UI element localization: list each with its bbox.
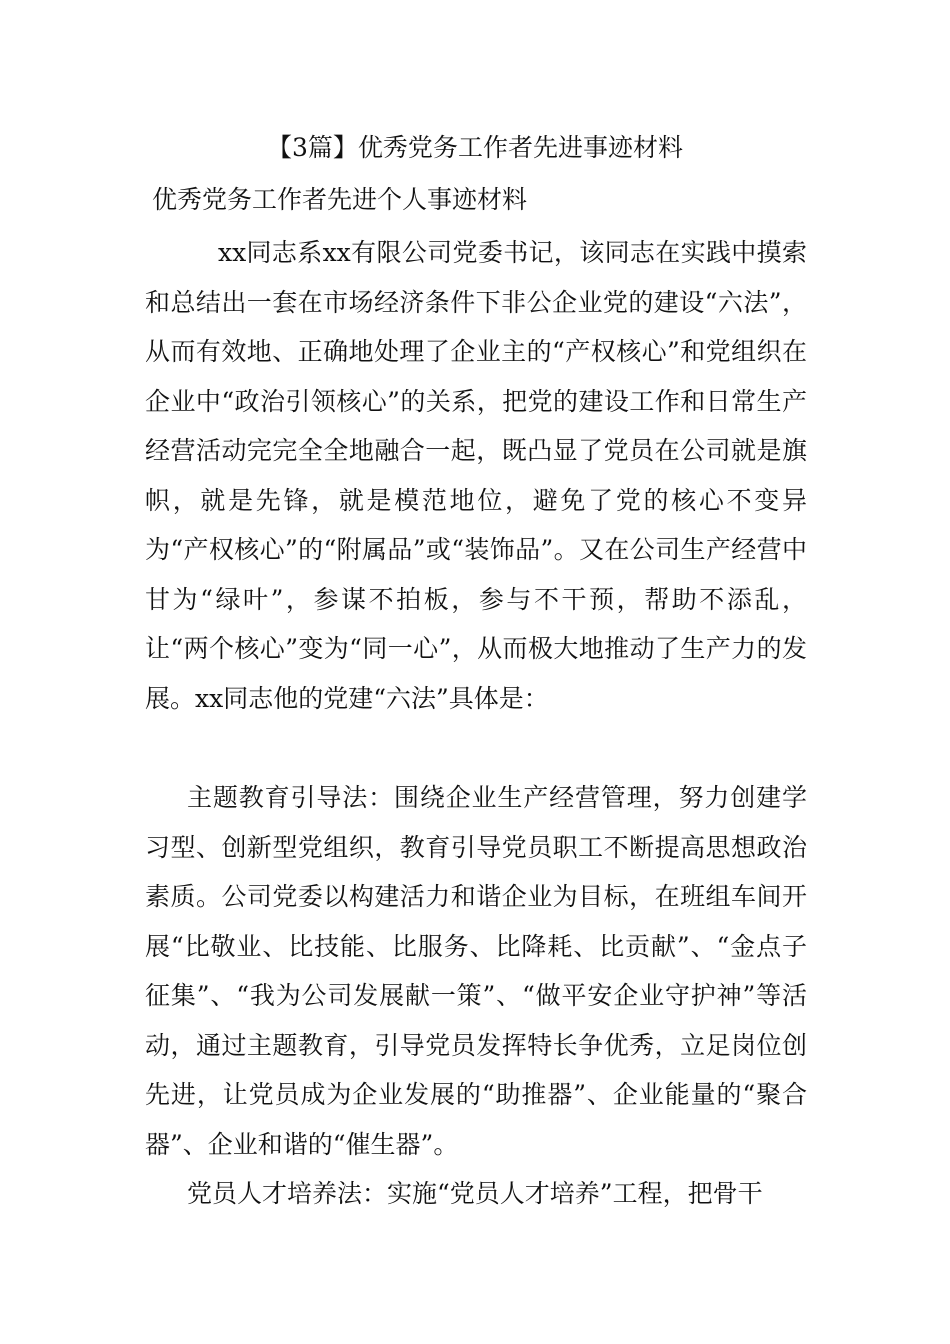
document-title: 【3篇】优秀党务工作者先进事迹材料 bbox=[267, 133, 683, 162]
paragraph-3: 党员人才培养法：实施“党员人才培养”工程，把骨干 bbox=[187, 1179, 763, 1208]
paragraph-1: xx同志系xx有限公司党委书记，该同志在实践中摸索和总结出一套在市场经济条件下非公企业党的建设“六法”，从而有效地、正确地处理了企业主的“产权核心”和党组织在企业中“政治引领核心”的关系，把党的建设工作和日常生产经营活动完完全全地融合一起，既凸显了党员在公司就是旗帜，就是先锋，就是模范地位，避免了党的核心不变异为“产权核心”的“附属品”或“装饰品”。又在公司生产经营中甘为“绿叶”，参谋不拍板，参与不干预，帮助不添乱，让“两个核心”变为“同一心”，从而极大地推动了生产力的发展。xx同志他的党建“六法”具体是： bbox=[145, 238, 807, 713]
paragraph-2: 主题教育引导法：围绕企业生产经营管理，努力创建学习型、创新型党组织，教育引导党员职工不断提高思想政治素质。公司党委以构建活力和谐企业为目标，在班组车间开展“比敬业、比技能、比服务、比降耗、比贡献”、“金点子征集”、“我为公司发展献一策”、“做平安企业守护神”等活动，通过主题教育，引导党员发挥特长争优秀，立足岗位创先进，让党员成为企业发展的“助推器”、企业能量的“聚合器”、企业和谐的“催生器”。 bbox=[145, 783, 807, 1159]
document-subtitle: 优秀党务工作者先进个人事迹材料 bbox=[152, 185, 528, 214]
